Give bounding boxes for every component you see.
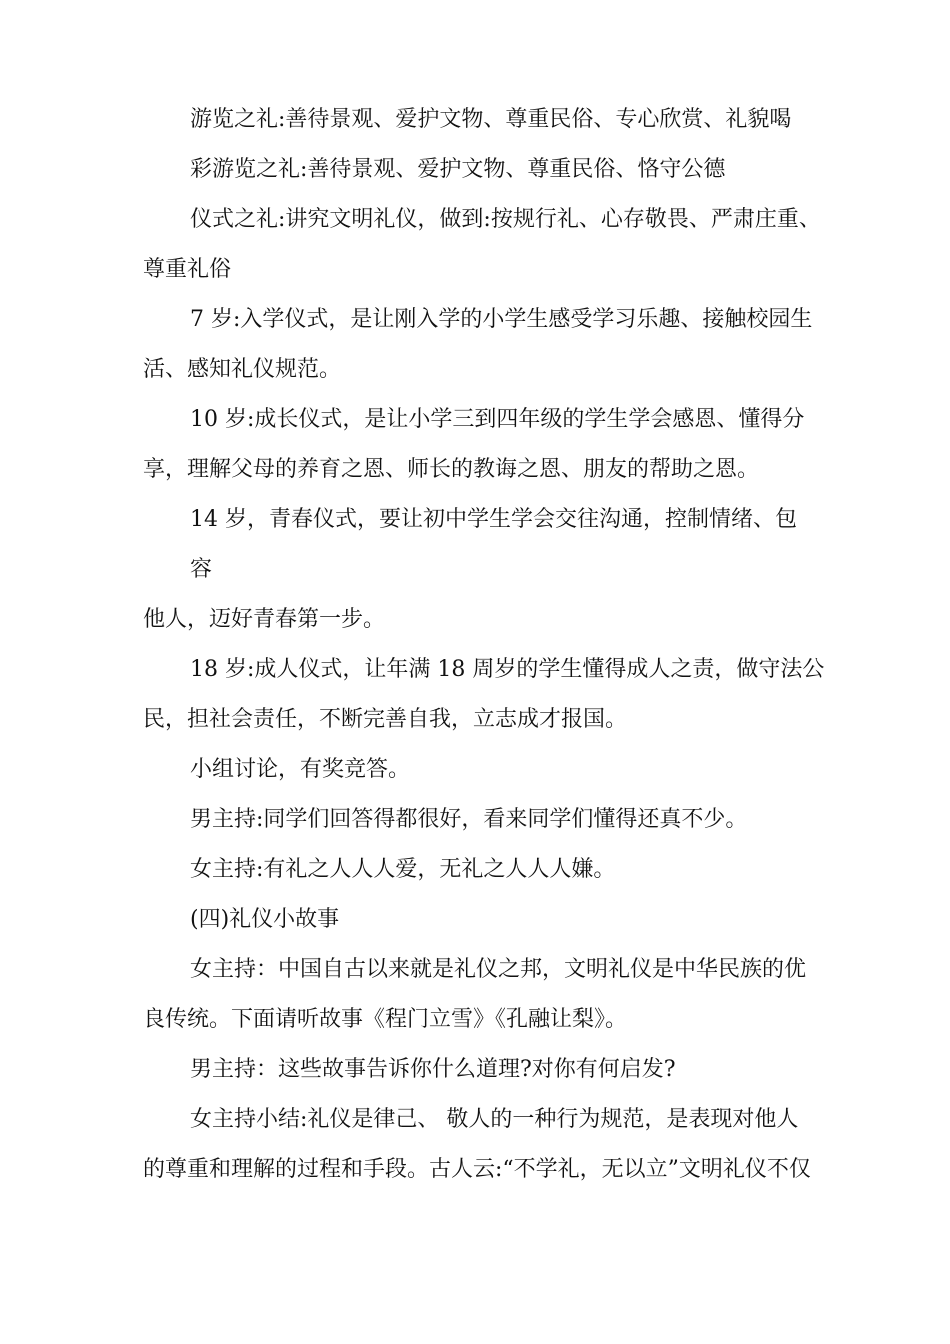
section-heading: (四)礼仪小故事 <box>190 907 340 932</box>
text-line: 的尊重和理解的过程和手段。古人云:“不学礼，无以立”文明礼仪不仅 <box>143 1157 811 1182</box>
text-line: 活、感知礼仪规范。 <box>143 357 342 382</box>
text-line: 民，担社会责任，不断完善自我，立志成才报国。 <box>143 707 628 732</box>
text-line: 男主持:同学们回答得都很好，看来同学们懂得还真不少。 <box>190 807 748 832</box>
text-line: 尊重礼俗 <box>143 257 232 282</box>
text-line: 女主持：中国自古以来就是礼仪之邦，文明礼仪是中华民族的优 <box>190 957 807 982</box>
text-line: 他人，迈好青春第一步。 <box>143 607 386 632</box>
text-line: 14 岁，青春仪式，要让初中学生学会交往沟通，控制情绪、包 <box>190 507 797 532</box>
text-line: 游览之礼:善待景观、爱护文物、尊重民俗、专心欣赏、礼貌喝 <box>190 107 792 132</box>
text-line: 良传统。下面请听故事《程门立雪》《孔融让梨》。 <box>143 1007 628 1032</box>
text-line: 女主持小结:礼仪是律己、 敬人的一种行为规范，是表现对他人 <box>190 1107 799 1132</box>
text-line: 女主持:有礼之人人人爱，无礼之人人人嫌。 <box>190 857 616 882</box>
text-line: 容 <box>190 557 213 582</box>
text-line: 彩游览之礼:善待景观、爱护文物、尊重民俗、恪守公德 <box>190 157 726 182</box>
text-line: 男主持：这些故事告诉你什么道理?对你有何启发? <box>190 1057 676 1082</box>
text-line: 仪式之礼:讲究文明礼仪，做到:按规行礼、心存敬畏、严肃庄重、 <box>190 207 821 232</box>
text-line: 18 岁:成人仪式，让年满 18 周岁的学生懂得成人之责，做守法公 <box>190 657 825 682</box>
text-line: 小组讨论，有奖竞答。 <box>190 757 411 782</box>
text-line: 10 岁:成长仪式，是让小学三到四年级的学生学会感恩、懂得分 <box>190 407 805 432</box>
text-line: 7 岁:入学仪式，是让刚入学的小学生感受学习乐趣、接触校园生 <box>190 307 813 332</box>
text-line: 享，理解父母的养育之恩、师长的教诲之恩、朋友的帮助之恩。 <box>143 457 760 482</box>
